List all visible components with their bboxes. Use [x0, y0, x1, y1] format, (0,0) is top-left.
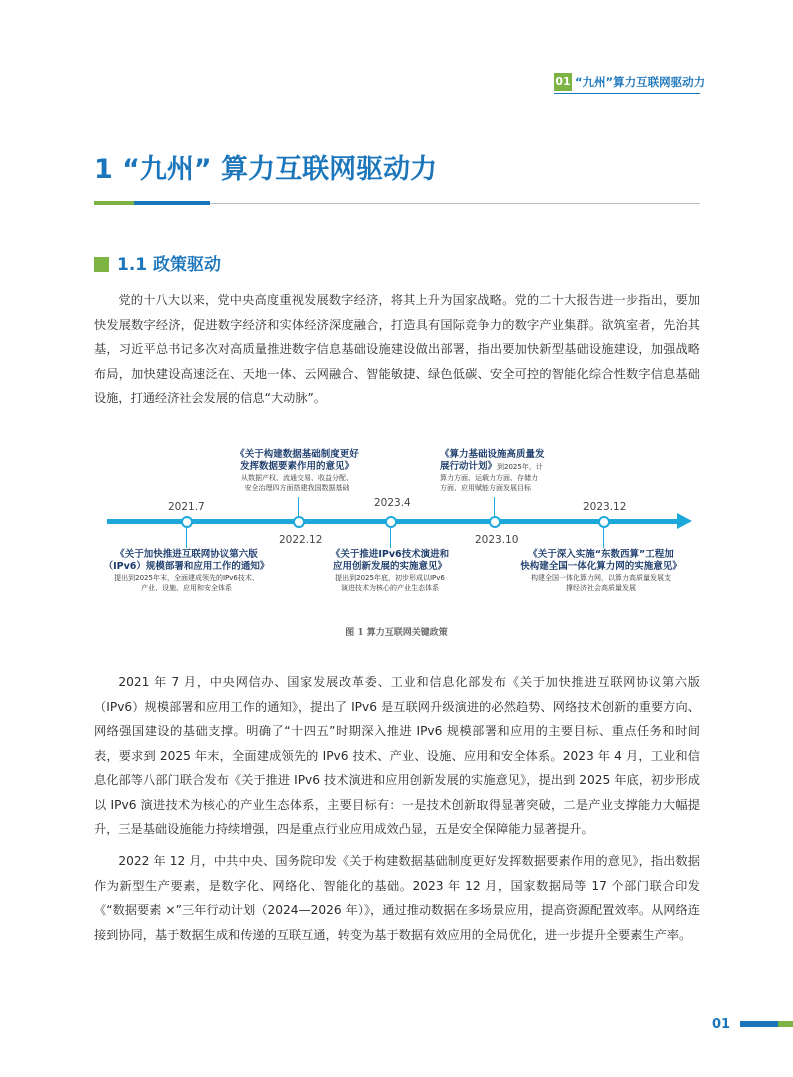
timeline-doc-line: 《算力基础设施高质量发	[440, 449, 545, 460]
title-rule-gray	[210, 203, 700, 204]
timeline-date: 2023.10	[475, 534, 519, 546]
timeline-date: 2023.4	[374, 497, 411, 509]
figure-caption: 图 1 算力互联网关键政策	[345, 628, 448, 638]
timeline-note-line: 产业、设施、应用和安全体系	[141, 584, 232, 592]
footer-bar-green	[778, 1021, 793, 1027]
timeline-doc-line: 快构建全国一体化算力网的实施意见》	[520, 561, 682, 572]
timeline-doc-line: 《关于加快推进互联网协议第六版	[115, 549, 258, 560]
timeline-date: 2022.12	[279, 534, 323, 546]
timeline-note-line: 演进技术为核心的产业生态体系	[341, 584, 439, 592]
timeline-date: 2023.12	[583, 501, 627, 513]
timeline-arrow-icon	[677, 513, 692, 529]
timeline-note-line: 提出到2025年末，全面建成领先的IPv6技术、	[114, 574, 259, 582]
paragraph-2: 2021 年 7 月，中央网信办、国家发展改革委、工业和信息化部发布《关于加快推进互联网协议第六版（IPv6）规模部署和应用工作的通知》，提出了 IPv6 是互联网升级演进的必然趋势、网络技术创新的重要方向、网络强国建设的基础支撑。明确了“十四五”时期深入推进 IPv6 规模部署和应用的主要目标、重点任务和时间表，要求到 2025 年末，全面建成领先的 IPv6 技术、产业、设施、应用和安全体系。2023 年 4 月，工业和信息化部等八部门联合发布《关于推进 IPv6 技术演进和应用创新发展的实施意见》，提出到 2025 年底，初步形成以 IPv6 演进技术为核心的产业生态体系，主要目标有：一是技术创新取得显著突破，二是产业支撑能力大幅提升，三是基础设施能力持续增强，四是重点行业应用成效凸显，五是安全保障能力显著提升。	[94, 675, 700, 836]
paragraph-3: 2022 年 12 月，中共中央、国务院印发《关于构建数据基础制度更好发挥数据要素作用的意见》，指出数据作为新型生产要素，是数字化、网络化、智能化的基础。2023 年 12 月，国家数据局等 17 个部门联合印发《“数据要素 ×”三年行动计划（2024—2026 年）》，通过推动数据在多场景应用，提高资源配置效率。从网络连接到协同，基于数据生成和传递的互联互通，转变为基于数据有效应用的全局优化，进一步提升全要素生产率。	[94, 854, 700, 942]
timeline-stem	[390, 528, 391, 548]
title-rule-blue	[134, 201, 210, 205]
timeline-stem	[298, 497, 299, 516]
timeline-note-line: 撑经济社会高质量发展	[566, 584, 636, 592]
running-header: “九州”算力互联网驱动力	[575, 75, 706, 89]
timeline-node	[598, 516, 610, 528]
timeline-doc-line	[440, 461, 590, 473]
timeline-doc-line: （IPv6）规模部署和应用工作的通知》	[103, 561, 270, 572]
header-rule	[554, 93, 700, 94]
timeline-doc-line: 《关于构建数据基础制度更好	[235, 449, 359, 460]
timeline-event-1	[94, 549, 279, 593]
timeline-doc-line-part: 展行动计划》	[440, 461, 498, 472]
timeline-note-line: 从数据产权、流通交易、收益分配、	[241, 474, 353, 482]
title-rule-green	[94, 201, 134, 205]
timeline-node	[293, 516, 305, 528]
page-number: 01	[712, 1017, 731, 1032]
timeline-stem	[186, 528, 187, 548]
paragraph-1: 党的十八大以来，党中央高度重视发展数字经济，将其上升为国家战略。党的二十大报告进一步指出，要加快发展数字经济，促进数字经济和实体经济深度融合，打造具有国际竞争力的数字产业集群。欲筑室者，先治其基，习近平总书记多次对高质量推进数字信息基础设施建设做出部署，指出要加快新型基础设施建设，加强战略布局，加快建设高速泛在、天地一体、云网融合、智能敏捷、绿色低碳、安全可控的智能化综合性数字信息基础设施，打通经济社会发展的信息“大动脉”。	[94, 293, 700, 405]
timeline-stem	[603, 528, 604, 548]
timeline-doc-note: 到2025年，计	[497, 463, 543, 471]
timeline-stem	[494, 497, 495, 516]
timeline-note-line: 算力方面、运载力方面、存储力	[440, 474, 538, 482]
timeline-event-3	[310, 549, 470, 593]
timeline-date: 2021.7	[168, 501, 205, 513]
timeline-note-line: 方面、应用赋能方面发展目标	[440, 484, 531, 492]
timeline-event-4	[440, 449, 590, 493]
timeline-doc-line: 应用创新发展的实施意见》	[332, 561, 447, 572]
timeline-note-line: 安全治理四方面搭建我国数据基础	[244, 484, 350, 492]
timeline-node	[181, 516, 193, 528]
footer-bar-blue	[740, 1021, 778, 1027]
section-marker	[94, 257, 109, 272]
timeline-event-2	[212, 449, 382, 493]
section-badge: 01	[554, 73, 572, 91]
timeline-doc-line: 《关于推进IPv6技术演进和	[330, 549, 450, 560]
timeline-node	[385, 516, 397, 528]
timeline-doc-line: 《关于深入实施“东数西算”工程加	[528, 549, 674, 560]
section-title: 1.1 政策驱动	[117, 255, 222, 275]
chapter-title: 1 “九州” 算力互联网驱动力	[94, 154, 438, 185]
timeline-node	[489, 516, 501, 528]
timeline-event-5	[510, 549, 692, 593]
timeline-note-line: 提出到2025年底，初步形成以IPv6	[335, 574, 445, 582]
timeline-note-line: 构建全国一体化算力网，以算力高质量发展支	[531, 574, 671, 582]
timeline-doc-line: 发挥数据要素作用的意见》	[239, 461, 354, 472]
